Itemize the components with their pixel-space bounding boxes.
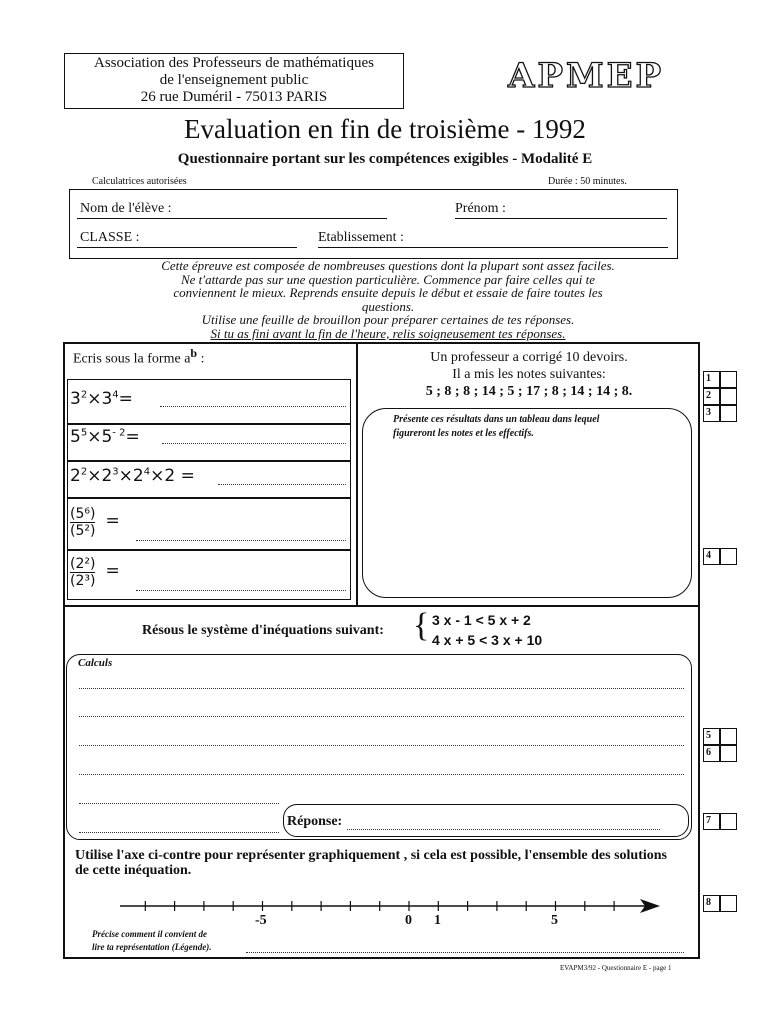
legend-line2: lire ta représentation (Légende).	[92, 942, 212, 952]
score-cell[interactable]	[720, 548, 737, 565]
powers-prompt-exp: b	[190, 346, 198, 360]
instruction-line: Ne t'attarde pas sur une question particulière. Commence par faire celles qui te	[180, 271, 596, 287]
name-label: Nom de l'élève :	[80, 201, 172, 216]
calc-line[interactable]	[79, 774, 684, 775]
inequation-1: 3 x - 1 < 5 x + 2	[432, 612, 531, 628]
inequations-prompt: Résous le système d'inéquations suivant:	[142, 623, 384, 638]
system-brace: {	[413, 607, 430, 644]
score-box-8: 8	[703, 895, 720, 912]
powers-prompt-colon: :	[197, 351, 205, 367]
score-box-2: 2	[703, 388, 720, 405]
axis-prompt: Utilise l'axe ci-contre pour représenter graphiquement , si cela est possible, l'ensemble des solutions de cette inéquation.	[75, 848, 667, 878]
school-field[interactable]	[318, 247, 668, 248]
stats-task-1: Présente ces résultats dans un tableau dans lequel	[393, 414, 600, 425]
score-box-3: 3	[703, 405, 720, 422]
stats-task-2: figureront les notes et les effectifs.	[393, 428, 534, 439]
instructions	[100, 259, 676, 341]
stats-grades: 5 ; 8 ; 8 ; 14 ; 5 ; 17 ; 8 ; 14 ; 14 ; 8.	[425, 384, 633, 399]
legend-answer-line[interactable]	[246, 952, 684, 953]
calc-line[interactable]	[79, 716, 684, 717]
page-title: Evaluation en fin de troisième - 1992	[184, 114, 586, 144]
calc-line[interactable]	[79, 832, 279, 833]
calc-line[interactable]	[79, 688, 684, 689]
apmep-logo: APMEP	[508, 56, 665, 96]
page-footer: EVAPM3/92 - Questionnaire E - page 1	[560, 964, 672, 972]
association-line1: Association des Professeurs de mathématiques	[94, 55, 374, 71]
answer-box[interactable]	[283, 804, 689, 837]
name-field[interactable]	[77, 218, 387, 219]
legend-line1: Précise comment il convient de	[92, 929, 207, 939]
vertical-divider	[356, 342, 358, 606]
power-expression-4: $\frac{\text{(5⁶)}}{\text{(5²)}}$ =	[70, 506, 120, 539]
axis-label-1: 1	[434, 913, 441, 928]
score-cell[interactable]	[720, 813, 737, 830]
instruction-line: Si tu as fini avant la fin de l'heure, relis soigneusement tes réponses.	[210, 325, 566, 341]
class-label: CLASSE :	[80, 230, 140, 245]
number-line[interactable]	[70, 890, 670, 930]
axis-label-minus5: -5	[255, 913, 267, 928]
power-answer-2[interactable]	[162, 443, 346, 444]
school-label: Etablissement :	[318, 230, 404, 245]
calc-line[interactable]	[79, 803, 279, 804]
power-expression-3: $2^2\times 2^3\times 2^4\times 2$ =	[70, 466, 195, 486]
instruction-line: Utilise une feuille de brouillon pour préparer certaines de tes réponses.	[201, 312, 575, 328]
answer-line[interactable]	[347, 829, 660, 830]
firstname-field[interactable]	[455, 218, 667, 219]
calculs-label: Calculs	[78, 657, 113, 669]
score-cell[interactable]	[720, 728, 737, 745]
powers-prompt	[73, 346, 205, 368]
stats-line2: Il a mis les notes suivantes:	[452, 367, 606, 382]
instruction-line: Cette épreuve est composée de nombreuses questions dont la plupart sont assez faciles.	[161, 258, 615, 273]
page-subtitle: Questionnaire portant sur les compétences exigibles - Modalité E	[177, 151, 593, 167]
instruction-line: conviennent le mieux. Reprends ensuite depuis le début et essaie de faire toutes les	[173, 285, 603, 301]
score-box-1: 1	[703, 371, 720, 388]
score-box-5: 5	[703, 728, 720, 745]
score-box-4: 4	[703, 548, 720, 565]
axis-label-5: 5	[551, 913, 558, 928]
calculators-note: Calculatrices autorisées	[92, 176, 187, 187]
power-answer-3[interactable]	[218, 484, 346, 485]
score-cell[interactable]	[720, 388, 737, 405]
instruction-line: questions.	[361, 298, 415, 314]
stats-line1: Un professeur a corrigé 10 devoirs.	[430, 350, 628, 365]
powers-prompt-text: Ecris sous la forme a	[73, 351, 191, 367]
association-line3: 26 rue Duméril - 75013 PARIS	[140, 89, 328, 105]
inequation-2: 4 x + 5 < 3 x + 10	[432, 632, 543, 648]
score-box-7: 7	[703, 813, 720, 830]
score-cell[interactable]	[720, 745, 737, 762]
score-cell[interactable]	[720, 405, 737, 422]
power-answer-5[interactable]	[136, 590, 346, 591]
axis-label-0: 0	[405, 913, 412, 928]
horizontal-divider	[63, 605, 700, 607]
power-answer-4[interactable]	[136, 540, 346, 541]
score-cell[interactable]	[720, 895, 737, 912]
calc-line[interactable]	[79, 745, 684, 746]
power-expression-2: $5^5\times 5^{- 2}=$	[70, 427, 140, 447]
power-expression-1: $3^2\times 3^4=$	[70, 389, 133, 409]
association-line2: de l'enseignement public	[159, 72, 309, 88]
power-expression-5: $\frac{\text{(2²)}}{\text{(2³)}}$ =	[70, 556, 120, 589]
firstname-label: Prénom :	[455, 201, 506, 216]
answer-label: Réponse:	[287, 814, 343, 829]
class-field[interactable]	[77, 247, 297, 248]
power-answer-1[interactable]	[160, 406, 346, 407]
duration-note: Durée : 50 minutes.	[548, 176, 627, 187]
score-box-6: 6	[703, 745, 720, 762]
score-cell[interactable]	[720, 371, 737, 388]
student-info-box	[69, 189, 678, 259]
